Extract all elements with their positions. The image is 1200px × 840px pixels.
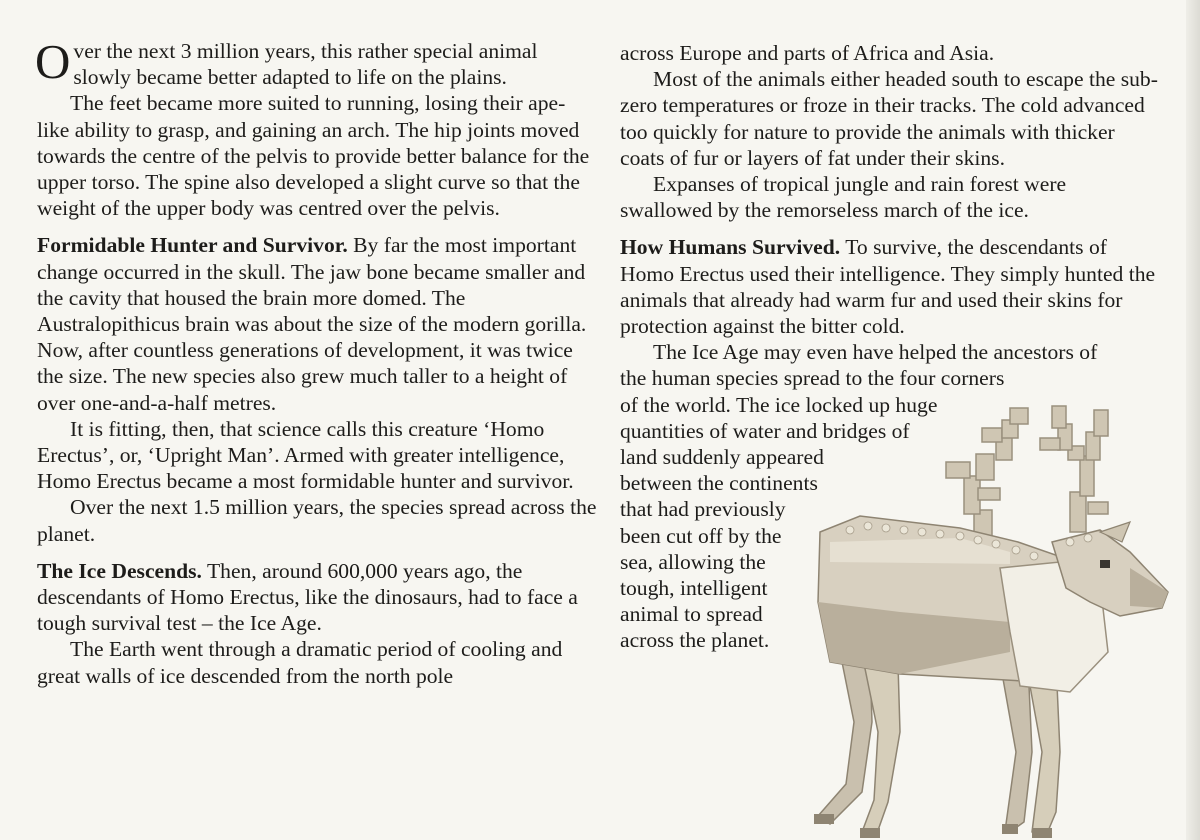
reindeer-body (814, 516, 1168, 838)
paragraph-continued: across Europe and parts of Africa and Asia. (620, 41, 995, 65)
wrap-line: sea, allowing the (620, 549, 766, 574)
left-column (37, 36, 597, 689)
wrap-line: the human species spread to the four corners (620, 366, 1005, 391)
wrap-line: been cut off by the (620, 523, 782, 548)
wrap-line: land suddenly appeared (620, 445, 824, 470)
paragraph-homo-erectus: It is fitting, then, that science calls this creature ‘Homo Erectus’, or, ‘Upright Man’. Armed with greater intelligence, Homo Erectus became a most formidable hunter and survivor. (37, 416, 574, 494)
paragraph-animals: Most of the animals either headed south to escape the sub-zero temperatures or froze in their tracks. The cold advanced too quickly for nature to provide the animals with thicker coats of fur or layers of fat under their skins. (620, 67, 1158, 170)
section-formidable-hunter (37, 232, 597, 415)
section-text: To survive, the descendants of Homo Erectus used their intelligence. They simply hunted the animals that already had warm fur and used their skins for protection against the bitter cold. (620, 235, 1156, 339)
wrap-line: across the planet. (620, 628, 770, 653)
paragraph-cooling: The Earth went through a dramatic period of cooling and great walls of ice descended from the north pole (37, 637, 563, 688)
drop-cap: O (35, 34, 71, 89)
section-how-humans-survived (620, 234, 1160, 339)
wrap-line: The Ice Age may even have helped the ancestors of (653, 340, 1098, 365)
wrap-line: between the continents (620, 471, 818, 496)
section-heading: How Humans Survived. (620, 235, 841, 260)
section-text: By far the most important change occurred in the skull. The jaw bone became smaller and the cavity that housed the brain more domed. The Australopithicus brain was about the size of the modern gorilla. Now, after countless generations of development, it was twice the size. The new species also grew much taller to a height of over one-and-a-half metres. (37, 233, 587, 415)
wrap-line: quantities of water and bridges of (620, 418, 910, 443)
paragraph-jungle: Expanses of tropical jungle and rain forest were swallowed by the remorseless march of the ice. (620, 172, 1067, 223)
reindeer-illustration (770, 392, 1190, 840)
section-ice-descends (37, 558, 597, 637)
intro-paragraph (37, 36, 597, 90)
intro-text: ver the next 3 million years, this rather special animal slowly became better adapted to life on the plains. (73, 39, 538, 90)
section-text: Then, around 600,000 years ago, the descendants of Homo Erectus, like the dinosaurs, had to face a tough survival test – the Ice Age. (37, 558, 578, 636)
wrap-line: of the world. The ice locked up huge (620, 392, 938, 417)
wrap-line: that had previously (620, 497, 786, 522)
wrap-line: animal to spread (620, 602, 763, 627)
section-heading: The Ice Descends. (37, 558, 202, 583)
paragraph-feet: The feet became more suited to running, losing their ape-like ability to grasp, and gaining an arch. The hip joints moved towards the centre of the pelvis to provide better balance for the upper torso. The spine also developed a slight curve so that the weight of the upper body was centred over the pelvis. (37, 91, 590, 221)
wrap-line: tough, intelligent (620, 576, 768, 601)
paragraph-spread: Over the next 1.5 million years, the species spread across the planet. (37, 495, 597, 546)
section-heading: Formidable Hunter and Survivor. (37, 233, 348, 258)
